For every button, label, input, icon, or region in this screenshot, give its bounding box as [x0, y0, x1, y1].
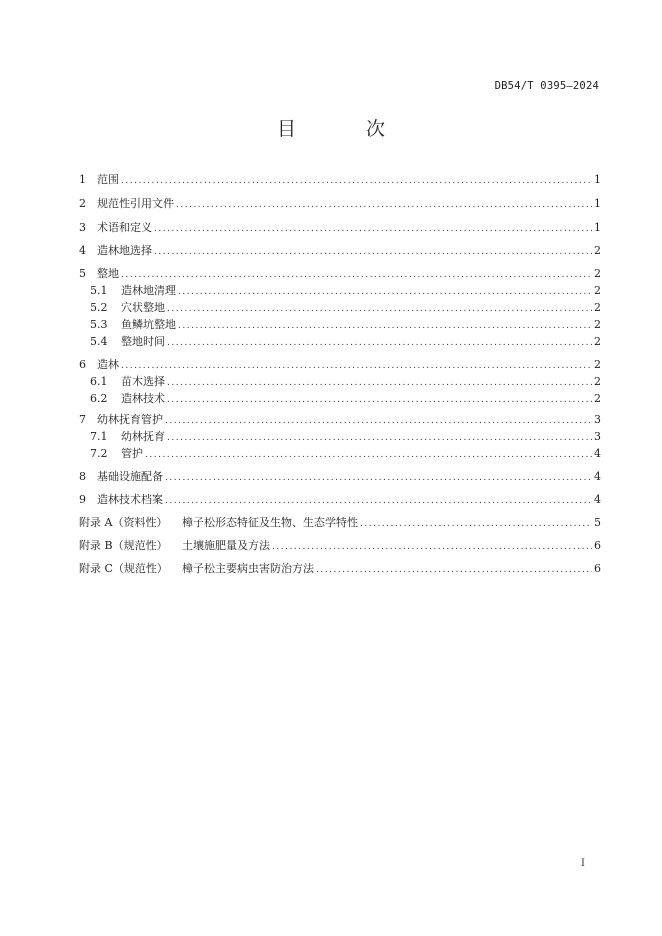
toc-dot-leader	[165, 413, 592, 429]
toc-entry-number: 6.1	[90, 375, 108, 388]
toc-entry[interactable]	[79, 220, 600, 237]
toc-entry[interactable]	[79, 391, 600, 408]
page-title: 目 次	[276, 118, 418, 140]
toc-dot-leader	[272, 539, 592, 555]
toc-entry[interactable]	[79, 429, 600, 446]
toc-dot-leader	[167, 301, 592, 317]
toc-entry-label: 整地时间	[121, 335, 165, 348]
toc-entry-page: 2	[594, 335, 601, 348]
toc-entry[interactable]	[79, 412, 600, 429]
toc-entry-page: 4	[594, 447, 601, 460]
toc-entry-label: 造林地选择	[97, 244, 152, 257]
toc-entry[interactable]	[79, 300, 600, 317]
toc-dot-leader	[176, 197, 592, 213]
toc-entry-page: 1	[594, 197, 601, 210]
toc-entry-label: 苗木选择	[121, 375, 165, 388]
toc-dot-leader	[167, 392, 592, 408]
toc-entry-label: 造林地清理	[121, 284, 176, 297]
toc-entry[interactable]	[79, 243, 600, 260]
toc-entry-label: 基础设施配备	[97, 470, 163, 483]
toc-entry-number: 8	[79, 470, 86, 483]
toc-entry[interactable]	[79, 266, 600, 283]
toc-entry-label: 樟子松主要病虫害防治方法	[182, 562, 314, 575]
toc-entry-page: 1	[594, 221, 601, 234]
toc-entry[interactable]	[79, 538, 600, 555]
toc-entry-page: 5	[594, 516, 601, 529]
toc-entry-number: 9	[79, 493, 86, 506]
toc-entry-label: 规范性引用文件	[97, 197, 174, 210]
toc-entry-page: 3	[594, 430, 601, 443]
toc-entry-label: 整地	[97, 267, 119, 280]
toc-dot-leader	[167, 375, 592, 391]
toc-entry-page: 2	[594, 267, 601, 280]
toc-entry-number: 5	[79, 267, 86, 280]
toc-appendix-tag: 附录 A（资料性）	[79, 516, 168, 529]
toc-entry[interactable]	[79, 357, 600, 374]
toc-entry-label: 幼林抚育管护	[97, 413, 163, 426]
toc-entry-number: 3	[79, 221, 86, 234]
toc-dot-leader	[154, 221, 592, 237]
toc-entry-label: 造林	[97, 358, 119, 371]
toc-entry-number: 7	[79, 413, 86, 426]
toc-entry-page: 2	[594, 375, 601, 388]
toc-entry[interactable]	[79, 196, 600, 213]
toc-entry-page: 2	[594, 301, 601, 314]
toc-entry[interactable]	[79, 317, 600, 334]
toc-entry-number: 2	[79, 197, 86, 210]
toc-entry-page: 3	[594, 413, 601, 426]
toc-dot-leader	[121, 358, 592, 374]
table-of-contents	[79, 172, 600, 578]
toc-appendix-tag: 附录 C（规范性）	[79, 562, 168, 575]
toc-entry-page: 2	[594, 392, 601, 405]
toc-dot-leader	[178, 318, 592, 334]
page-number: I	[581, 858, 585, 869]
toc-entry-number: 6	[79, 358, 86, 371]
toc-entry-page: 4	[594, 470, 601, 483]
document-code: DB54/T 0395—2024	[494, 80, 599, 92]
toc-entry-number: 5.1	[90, 284, 108, 297]
toc-entry[interactable]	[79, 469, 600, 486]
toc-entry-page: 6	[594, 562, 601, 575]
toc-entry-label: 范围	[97, 173, 119, 186]
toc-entry-page: 2	[594, 244, 601, 257]
toc-entry-number: 5.2	[90, 301, 108, 314]
toc-entry-label: 术语和定义	[97, 221, 152, 234]
toc-entry[interactable]	[79, 561, 600, 578]
toc-entry-number: 1	[79, 173, 86, 186]
toc-dot-leader	[167, 335, 592, 351]
toc-entry[interactable]	[79, 283, 600, 300]
toc-dot-leader	[316, 562, 592, 578]
toc-entry-label: 造林技术	[121, 392, 165, 405]
toc-dot-leader	[360, 516, 592, 532]
toc-entry-page: 2	[594, 284, 601, 297]
toc-entry[interactable]	[79, 446, 600, 463]
toc-dot-leader	[178, 284, 592, 300]
toc-entry-label: 穴状整地	[121, 301, 165, 314]
toc-entry-number: 7.1	[90, 430, 108, 443]
toc-dot-leader	[121, 267, 592, 283]
toc-entry-page: 4	[594, 493, 601, 506]
toc-dot-leader	[121, 173, 592, 189]
toc-dot-leader	[154, 244, 592, 260]
toc-entry[interactable]	[79, 492, 600, 509]
toc-dot-leader	[167, 430, 592, 446]
toc-entry[interactable]	[79, 374, 600, 391]
toc-appendix-tag: 附录 B（规范性）	[79, 539, 168, 552]
toc-entry[interactable]	[79, 334, 600, 351]
toc-entry[interactable]	[79, 515, 600, 532]
toc-entry-number: 5.4	[90, 335, 108, 348]
toc-entry-number: 6.2	[90, 392, 108, 405]
toc-entry-label: 造林技术档案	[97, 493, 163, 506]
toc-entry-label: 樟子松形态特征及生物、生态学特性	[182, 516, 358, 529]
toc-dot-leader	[145, 447, 592, 463]
toc-entry-page: 2	[594, 358, 601, 371]
toc-entry-number: 4	[79, 244, 86, 257]
toc-entry-label: 管护	[121, 447, 143, 460]
toc-entry-number: 5.3	[90, 318, 108, 331]
toc-entry[interactable]	[79, 172, 600, 189]
toc-entry-label: 土壤施肥量及方法	[182, 539, 270, 552]
toc-dot-leader	[165, 470, 592, 486]
toc-entry-label: 鱼鳞坑整地	[121, 318, 176, 331]
toc-entry-page: 6	[594, 539, 601, 552]
toc-dot-leader	[165, 493, 592, 509]
toc-entry-label: 幼林抚育	[121, 430, 165, 443]
toc-entry-number: 7.2	[90, 447, 108, 460]
toc-entry-page: 2	[594, 318, 601, 331]
toc-entry-page: 1	[594, 173, 601, 186]
